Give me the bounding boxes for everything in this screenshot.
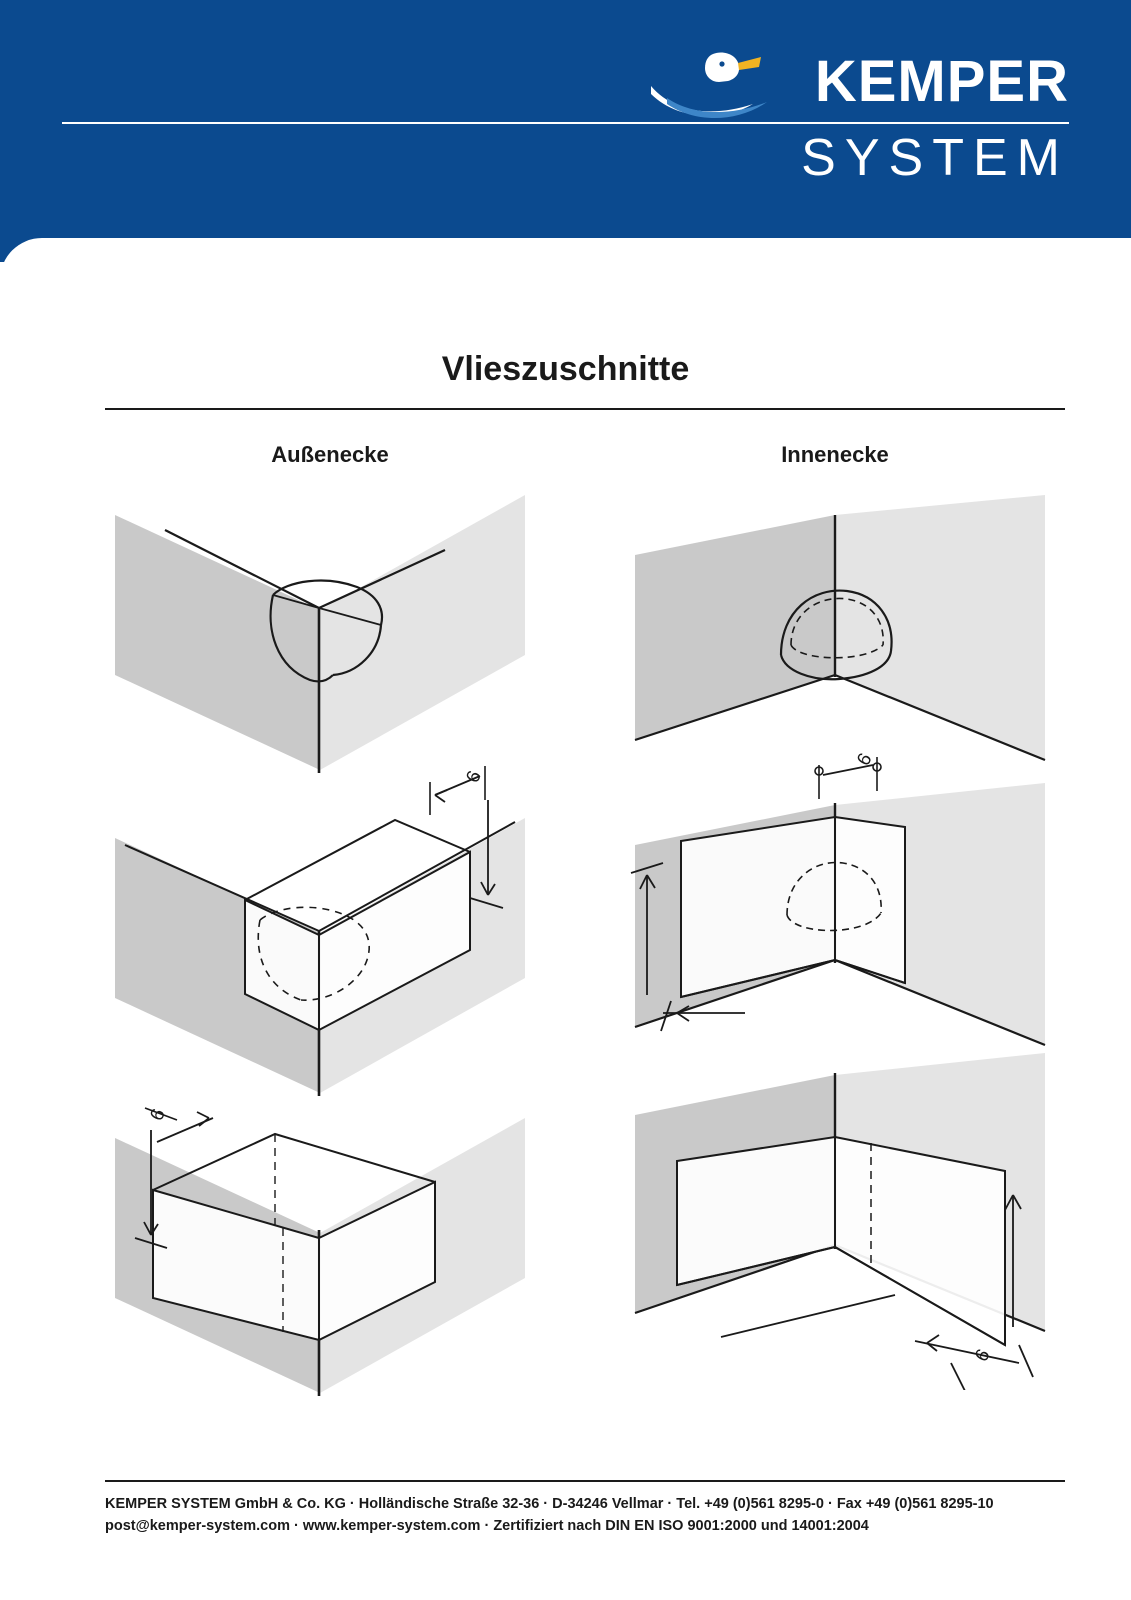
footer-divider: [105, 1480, 1065, 1482]
figure-innen-step-3: [615, 1045, 1065, 1390]
figure-aussen-step-2: [105, 760, 545, 1100]
title-divider: [105, 408, 1065, 410]
column-heading-aussenecke: Außenecke: [271, 442, 389, 467]
page-title: Vlieszuschnitte: [441, 350, 690, 388]
logo-kemper-text: KEMPER: [814, 49, 1069, 114]
logo-system-text: SYSTEM: [801, 129, 1069, 187]
footer-line-1: KEMPER SYSTEM GmbH & Co. KG · Holländische Straße 32-36 · D-34246 Vellmar · Tel. +49 (0)561 8295-0 · Fax +49 (0)561 8295-10: [105, 1496, 994, 1512]
figure-innen-step-2: [615, 745, 1065, 1065]
dimension-label-innen-2: 6: [853, 749, 877, 770]
column-heading-innenecke: Innenecke: [781, 442, 889, 467]
dimension-label-innen-3: 6: [971, 1345, 995, 1366]
footer-contact: [105, 1494, 1085, 1538]
dimension-label-aussen-2: 6: [462, 767, 486, 787]
figure-aussen-step-3: [105, 1090, 545, 1410]
dimension-label-aussen-3: 6: [146, 1105, 170, 1125]
brand-logo: [649, 40, 1069, 190]
footer-line-2: post@kemper-system.com · www.kemper-system.com · Zertifiziert nach DIN EN ISO 9001:2000 und 14001:2004: [105, 1517, 869, 1534]
figure-aussen-step-1: [105, 495, 545, 795]
kemper-duck-logo-icon: [649, 46, 779, 126]
page-header: [0, 0, 1131, 262]
